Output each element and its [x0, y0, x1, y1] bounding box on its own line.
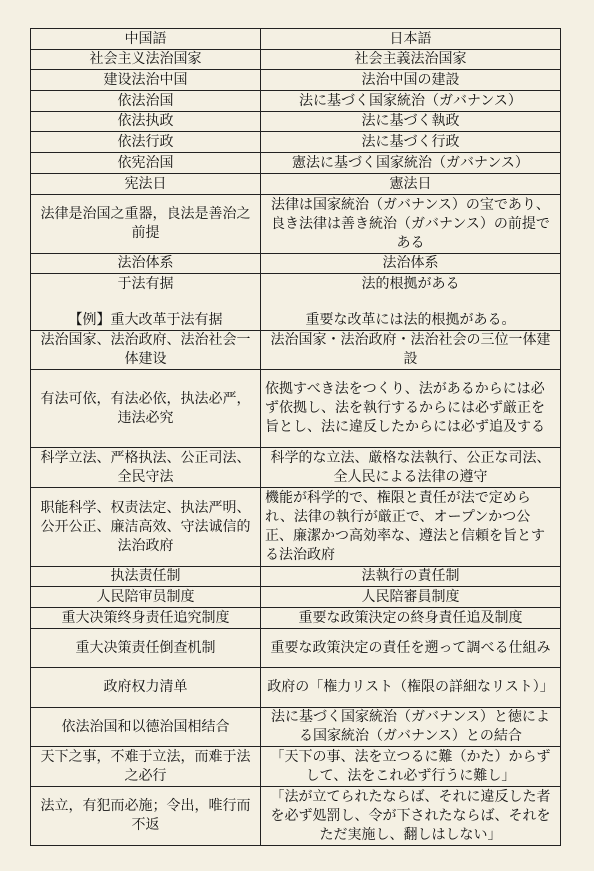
term-japanese: 法治国家・法治政府・法治社会の三位一体建設 — [261, 331, 561, 370]
term-japanese: 重要な政策決定の責任を遡って調べる仕組み — [261, 629, 561, 668]
term-japanese: 法治体系 — [261, 254, 561, 274]
term-chinese: 宪法日 — [31, 174, 261, 195]
table-row — [31, 488, 561, 567]
table-row — [31, 112, 561, 132]
table-row — [31, 91, 561, 112]
table-row — [31, 274, 561, 331]
table-row — [31, 153, 561, 174]
term-japanese: 憲法日 — [261, 174, 561, 195]
table-row — [31, 587, 561, 608]
table-row — [31, 608, 561, 629]
term-chinese: 依法治国 — [31, 91, 261, 112]
example-japanese: 重要な改革には法的根拠がある。 — [305, 312, 516, 328]
term-chinese: 社会主义法治国家 — [31, 50, 261, 70]
term-chinese: 法治国家、法治政府、法治社会一体建设 — [31, 331, 261, 370]
term-japanese: 重要な政策決定の終身責任追及制度 — [261, 608, 561, 629]
term-chinese: 于法有据 — [117, 276, 174, 292]
term-japanese: 法に基づく国家統治（ガバナンス） — [261, 91, 561, 112]
term-chinese-with-example — [31, 274, 261, 331]
table-row — [31, 195, 561, 254]
term-chinese: 执法责任制 — [31, 567, 261, 587]
term-japanese: 政府の「権力リスト（権限の詳細なリスト）」 — [261, 668, 561, 708]
table-row — [31, 668, 561, 708]
term-chinese: 依法行政 — [31, 132, 261, 153]
header-chinese: 中国語 — [31, 29, 261, 50]
term-japanese: 依拠すべき法をつくり、法があるからには必ず依拠し、法を執行するからには必ず厳正を旨とし、法に違反したからには必ず追及する — [261, 370, 561, 448]
example-chinese: 【例】重大改革于法有据 — [68, 312, 223, 328]
term-japanese-with-example — [261, 274, 561, 331]
table-row — [31, 567, 561, 587]
term-chinese: 职能科学、权责法定、执法严明、公开公正、廉洁高效、守法诚信的法治政府 — [31, 488, 261, 567]
term-chinese: 依法执政 — [31, 112, 261, 132]
term-japanese: 法に基づく国家統治（ガバナンス）と徳による国家統治（ガバナンス）との結合 — [261, 708, 561, 747]
term-japanese: 法律は国家統治（ガバナンス）の宝であり、良き法律は善き統治（ガバナンス）の前提である — [261, 195, 561, 254]
term-japanese: 機能が科学的で、権限と責任が法で定められ、法律の執行が厳正で、オープンかつ公正、廉潔かつ高効率な、遵法と信頼を旨とする法治政府 — [261, 488, 561, 567]
term-japanese: 法に基づく執政 — [261, 112, 561, 132]
term-japanese: 法治中国の建設 — [261, 70, 561, 91]
term-chinese: 重大决策责任倒查机制 — [31, 629, 261, 668]
table-row — [31, 132, 561, 153]
term-japanese: 憲法に基づく国家統治（ガバナンス） — [261, 153, 561, 174]
term-chinese: 法立，有犯而必施；令出，唯行而不返 — [31, 787, 261, 846]
table-row — [31, 50, 561, 70]
term-chinese: 人民陪审员制度 — [31, 587, 261, 608]
term-chinese: 重大决策终身责任追究制度 — [31, 608, 261, 629]
term-japanese: 法執行の責任制 — [261, 567, 561, 587]
table-row — [31, 70, 561, 91]
table-row — [31, 174, 561, 195]
table-row — [31, 708, 561, 747]
table-row — [31, 331, 561, 370]
term-japanese: 法に基づく行政 — [261, 132, 561, 153]
term-chinese: 依宪治国 — [31, 153, 261, 174]
term-chinese: 有法可依，有法必依，执法必严，违法必究 — [31, 370, 261, 448]
term-chinese: 天下之事，不难于立法，而难于法之必行 — [31, 747, 261, 787]
term-japanese: 社会主義法治国家 — [261, 50, 561, 70]
table-row — [31, 747, 561, 787]
term-chinese: 法律是治国之重器，良法是善治之前提 — [31, 195, 261, 254]
glossary-table — [30, 28, 561, 846]
table-row — [31, 370, 561, 448]
term-japanese: 「天下の事、法を立つるに難（かた）からずして、法をこれ必ず行うに難し」 — [261, 747, 561, 787]
term-japanese: 法的根拠がある — [361, 276, 460, 292]
term-chinese: 法治体系 — [31, 254, 261, 274]
header-japanese: 日本語 — [261, 29, 561, 50]
table-row — [31, 629, 561, 668]
term-chinese: 建设法治中国 — [31, 70, 261, 91]
table-row — [31, 254, 561, 274]
term-chinese: 政府权力清单 — [31, 668, 261, 708]
term-japanese: 「法が立てられたならば、それに違反した者を必ず処罰し、令が下されたならば、それをただ実施し、翻しはしない」 — [261, 787, 561, 846]
term-japanese: 科学的な立法、厳格な法執行、公正な司法、全人民による法律の遵守 — [261, 448, 561, 488]
term-chinese: 依法治国和以德治国相结合 — [31, 708, 261, 747]
term-japanese: 人民陪審員制度 — [261, 587, 561, 608]
table-row — [31, 448, 561, 488]
term-chinese: 科学立法、严格执法、公正司法、全民守法 — [31, 448, 261, 488]
table-row — [31, 787, 561, 846]
table-header-row — [31, 29, 561, 50]
